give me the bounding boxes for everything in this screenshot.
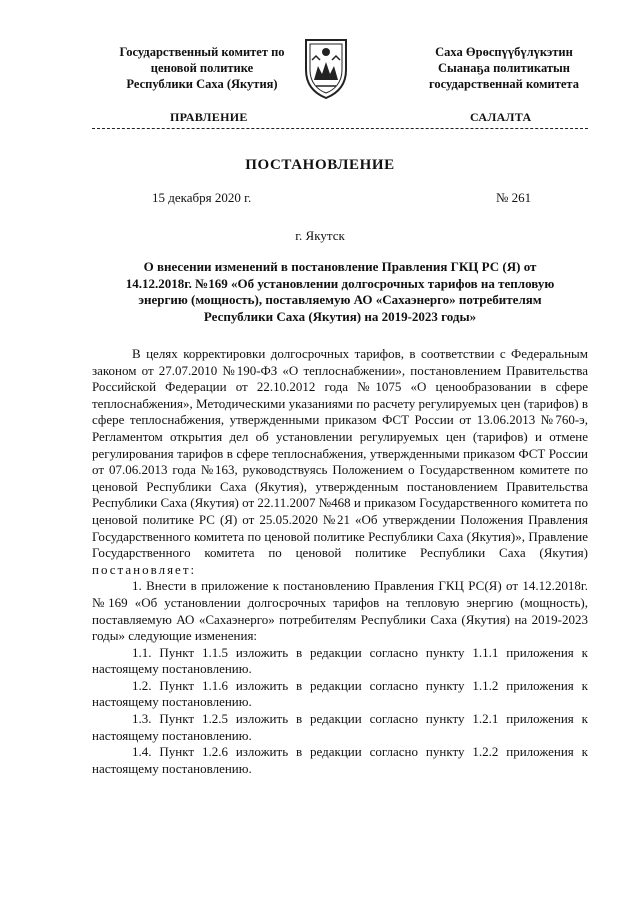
document-title: ПОСТАНОВЛЕНИЕ <box>245 157 395 173</box>
header-right-line: Сыанаҕа политикатын <box>438 61 570 75</box>
org-label-right: САЛАЛТА <box>470 110 532 124</box>
document-body <box>92 346 588 777</box>
header-left-line: Республики Саха (Якутия) <box>126 77 278 91</box>
preamble-paragraph <box>92 346 588 578</box>
org-label-left: ПРАВЛЕНИЕ <box>170 110 248 124</box>
header-right-block <box>394 44 614 92</box>
header-left-line: Государственный комитет по <box>119 45 285 59</box>
preamble-text: В целях корректировки долгосрочных тарифов, в соответствии с Федеральным законом от 27.07.2010 №190-ФЗ «О теплоснабжении», постановлением Правительства Российской Федерации от 22.10.2012 года №1075 «О ценообразовании в сфере теплоснабжения», Методическими указаниями по расчету регулируемых цен (тарифов) в сфере теплоснабжения, утвержденными приказом ФСТ России от 13.06.2013 №760-э, Регламентом открытия дел об установлении регулируемых цен (тарифов) и отмене регулирования тарифов в сфере теплоснабжения, утвержденными приказом ФСТ России от 07.06.2013 года №163, руководствуясь Положением о Государственном комитете по ценовой Республики Саха (Якутия), утвержденным постановлением Правительства Республики Саха (Якутия) от 22.11.2007 №468 и приказом Государственного комитета по ценовой политике РС (Я) от 25.05.2020 №21 «Об утверждении Положения Правления Государственного комитета по ценовой политике Республики Саха (Якутия)», Правление Государственного комитета по ценовой политике Республики Саха (Якутия) <box>92 346 588 561</box>
header-right-line: государственнай комитета <box>429 77 579 91</box>
item-paragraph: 1.2. Пункт 1.1.6 изложить в редакции согласно пункту 1.1.2 приложения к настоящему постановлению. <box>92 677 588 710</box>
item-paragraph: 1.4. Пункт 1.2.6 изложить в редакции согласно пункту 1.2.2 приложения к настоящему постановлению. <box>92 744 588 776</box>
subject-line: энергию (мощность), поставляемую АО «Сахаэнерго» потребителям <box>138 292 542 307</box>
document-number: № 261 <box>496 190 532 205</box>
header-divider <box>92 128 588 129</box>
document-subject <box>92 259 588 325</box>
item-paragraph: 1.1. Пункт 1.1.5 изложить в редакции согласно пункту 1.1.1 приложения к настоящему постановлению. <box>92 644 588 677</box>
decree-word: постановляет: <box>92 561 197 577</box>
coat-of-arms-icon <box>298 36 354 100</box>
header-left-block <box>92 44 312 92</box>
document-date: 15 декабря 2020 г. <box>152 190 252 205</box>
document-city: г. Якутск <box>295 228 345 243</box>
header-right-line: Саха Өрөспүүбүлүкэтин <box>435 45 573 59</box>
subject-line: О внесении изменений в постановление Правления ГКЦ РС (Я) от <box>143 259 537 274</box>
subject-line: Республики Саха (Якутия) на 2019-2023 годы» <box>203 308 477 324</box>
item-paragraph: 1.3. Пункт 1.2.5 изложить в редакции согласно пункту 1.2.1 приложения к настоящему постановлению. <box>92 711 588 743</box>
subject-line: 14.12.2018г. №169 «Об установлении долгосрочных тарифов на тепловую <box>125 275 555 291</box>
item-paragraph: 1. Внести в приложение к постановлению Правления ГКЦ РС(Я) от 14.12.2018г. №169 «Об установлении долгосрочных тарифов на тепловую энергию (мощность), поставляемую АО «Сахаэнерго» потребителям Республики Саха (Якутия) на 2019-2023 годы» следующие изменения: <box>92 578 588 644</box>
header-left-line: ценовой политике <box>150 61 254 75</box>
